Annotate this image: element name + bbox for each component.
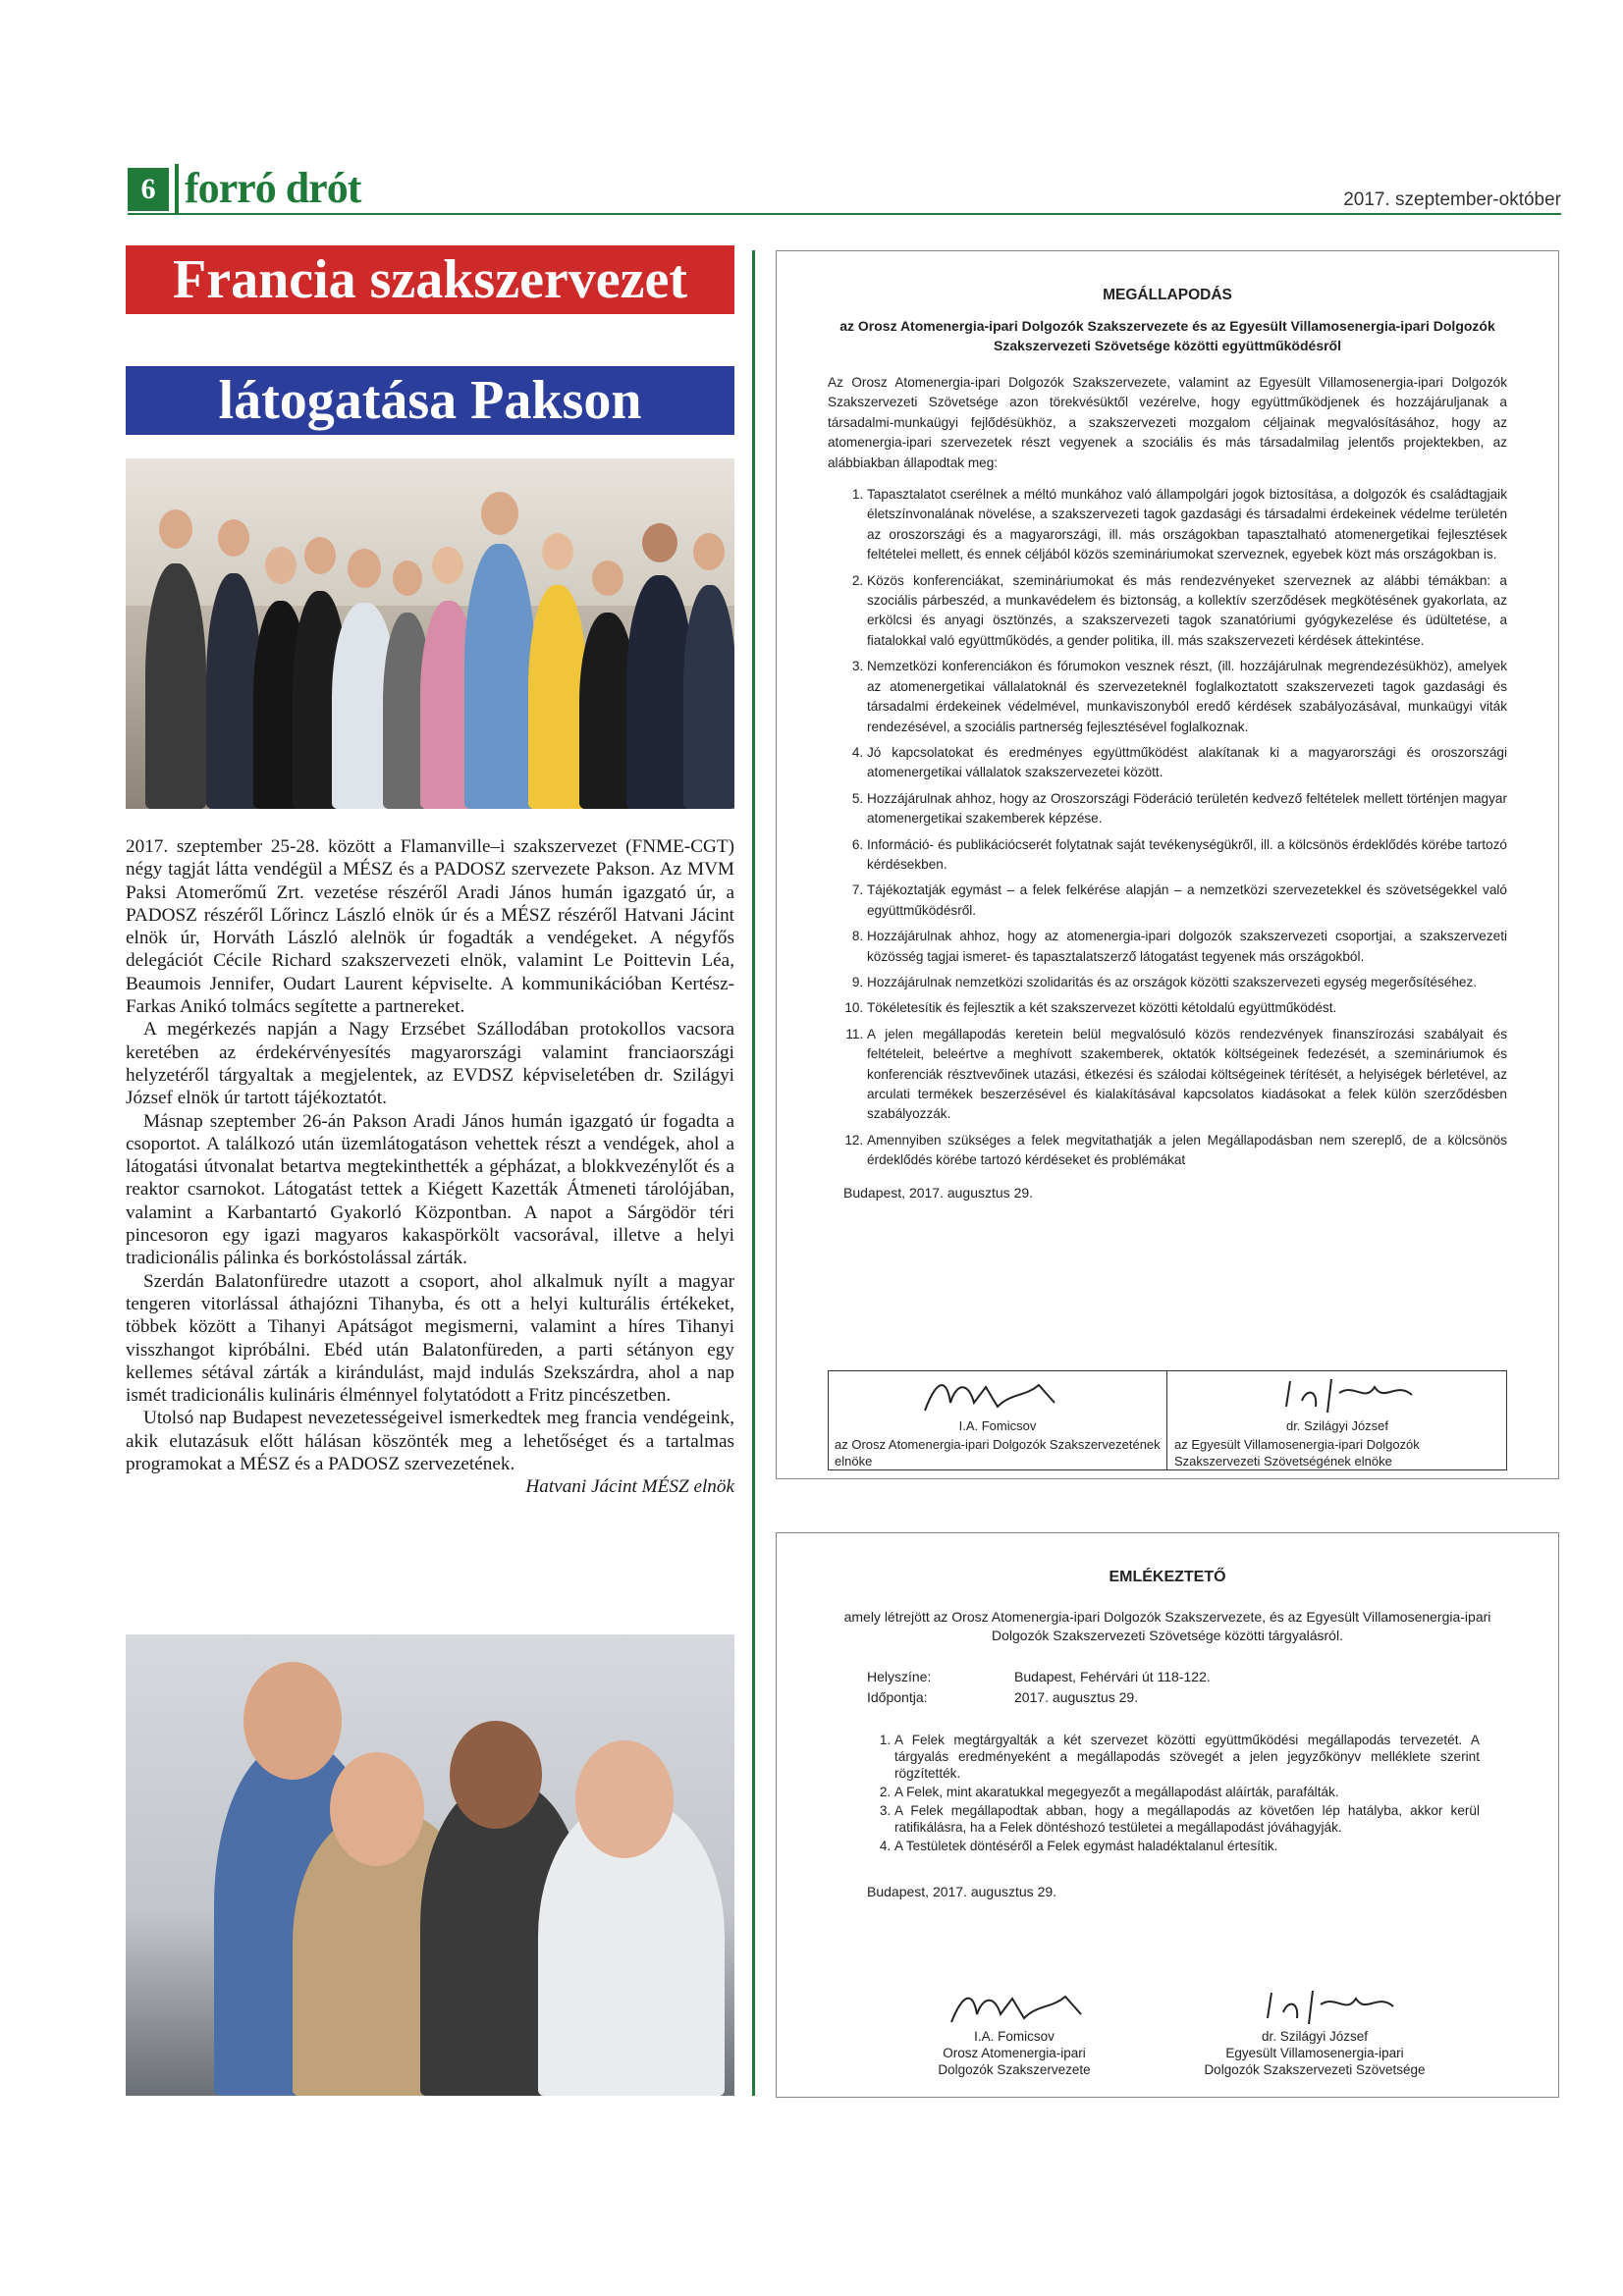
memo-signature-scribble-left: [944, 1987, 1091, 2030]
memorandum-item: 3. A Felek megállapodtak abban, hogy a megállapodás az követően lép hatályba, akkor kerül ratifikálásra, ha a Felek döntéshozó testületei a megállapodást jóváhagyják.: [894, 1802, 1480, 1836]
agreement-title: MEGÁLLAPODÁS: [1103, 287, 1232, 303]
agreement-items: [828, 485, 1507, 1171]
headline-line-2: látogatása Pakson: [126, 366, 734, 435]
location-label: Helyszíne:: [867, 1669, 932, 1684]
agreement-place-date: Budapest, 2017. augusztus 29.: [843, 1184, 1034, 1201]
signer-right-org: az Egyesült Villamosenergia-ipari Dolgozók Szakszervezeti Szövetségének elnöke: [1174, 1437, 1420, 1468]
memorandum-item: 4. A Testületek döntéséről a Felek egymást haladéktalanul értesítik.: [894, 1838, 1480, 1854]
agreement-item: 2. Közös konferenciákat, szemináriumokat és más rendezvényeket szerveznek az alábbi témákban: a szociális párbeszéd, a munkavédelem és biztonság, a kollektív szerződések megkötésének gyakorlata, az erkölcsi és anyagi ösztönzés, a szakszervezeti tagok szanatóriumi gyógykezelése és üdültetése, a fiatalokkal való együttműködés, a gender politika, ill. más szakszervezeti kérdések áttekintése.: [867, 571, 1507, 652]
signature-cell-left: [829, 1371, 1167, 1469]
article-body: [126, 835, 734, 1499]
four-people-photo: [126, 1634, 734, 2096]
agreement-item: 3. Nemzetközi konferenciákon és fórumokon vesznek részt, (ill. hozzájárulnak megrendezésükhöz), amelyek az atomenergetikai vállalatoknál és szervezeteknél foglalkoztatott szakszervezeti tagok gazdasági és társadalmi érdekeinek védelmével, munkaviszonyból eredő kérdések szabályozásával, munkaügyi viták rendezésével, a szociális partnerség fejlesztésével foglalkoznak.: [867, 657, 1507, 737]
memorandum-document: [776, 1532, 1559, 2098]
agreement-item: 8. Hozzájárulnak ahhoz, hogy az atomenergia-ipari dolgozók szakszervezeti csoportjai, a szakszervezeti közösség tagjai ismeret- és tapasztalatszerző látogatást tegyenek más országokból.: [867, 927, 1507, 967]
signature-scribble-right: [1276, 1373, 1424, 1418]
article-paragraph: Másnap szeptember 26-án Pakson Aradi János humán igazgató úr fogadta a csoportot. A találkozó után üzemlátogatáson vehettek részt a vendégek, ahol a látogatási útvonalat betartva megtekinthették a gépházat, a blokkvezénylőt és a reaktor csarnokot. Látogatást tettek a Kiégett Kazetták Átmeneti tárolójában, valamint a Karbantartó Gyakorló Központban. A napot a Sárgödör téri pincesoron egy igazi magyaros kakaspörkölt vacsorával, illetve a helyi tradicionális pálinka és borkóstolással zárták.: [126, 1110, 734, 1269]
memorandum-details: [867, 1667, 1558, 1708]
article-signature: Hatvani Jácint MÉSZ elnök: [525, 1476, 734, 1498]
signer-left-name: I.A. Fomicsov: [958, 1418, 1037, 1433]
memorandum-item: 2. A Felek, mint akaratukkal megegyezőt a megállapodást aláírták, parafálták.: [894, 1784, 1480, 1800]
agreement-item: 4. Jó kapcsolatokat és eredményes együttműködést alakítanak ki a magyarországi és oroszországi atomenergetikai vállalatok szakszervezetei között.: [867, 743, 1507, 783]
memo-signer-left-name: I.A. Fomicsov: [974, 2029, 1055, 2044]
headline-line-1: Francia szakszervezet: [126, 245, 734, 314]
agreement-subtitle: az Orosz Atomenergia-ipari Dolgozók Szakszervezete és az Egyesült Villamosenergia-ipari Dolgozók Szakszervezeti Szövetsége közötti együttműködésről: [839, 318, 1495, 353]
signer-left-org: az Orosz Atomenergia-ipari Dolgozók Szakszervezetének elnöke: [835, 1437, 1161, 1468]
agreement-item: 7. Tájékoztatják egymást – a felek felkérése alapján – a nemzetközi szervezetekkel és szövetségekkel való együttműködésről.: [867, 881, 1507, 921]
signature-scribble-left: [917, 1373, 1064, 1418]
signature-table: [828, 1370, 1507, 1470]
memo-signature-scribble-right: [1258, 1987, 1405, 2030]
memorandum-item: 1. A Felek megtárgyalták a két szervezet közötti együttműködési megállapodás tervezetét. A tárgyalás eredményeként a megállapodás szövegét a jelen jegyzőkönyv melléklete szerint rögzítették.: [894, 1732, 1480, 1782]
agreement-intro: Az Orosz Atomenergia-ipari Dolgozók Szakszervezete, valamint az Egyesült Villamosenergia-ipari Dolgozók Szakszervezeti Szövetsége azon törekvésüktől vezérelve, hogy együttműködjenek és hozzájáruljanak a társadalmi-munkaügyi fejlődésükhöz, a szakszervezeti mozgalom céljainak megvalósításához, hogy az atomenergia-ipari szervezetek részt vegyenek a szociális és más társadalmilag jelentős projektekben, az alábbiakban állapodtak meg:: [828, 375, 1507, 470]
signature-cell-right: [1168, 1371, 1506, 1469]
memo-signer-left-org-1: Orosz Atomenergia-ipari: [943, 2046, 1086, 2060]
memorandum-subtitle: amely létrejött az Orosz Atomenergia-ipari Dolgozók Szakszervezete, és az Egyesült Villamosenergia-ipari Dolgozók Szakszervezeti Szövetsége közötti tárgyalásról.: [843, 1609, 1491, 1643]
memo-signer-right-org-2: Dolgozók Szakszervezeti Szövetsége: [1204, 2062, 1426, 2077]
article-paragraph: Utolsó nap Budapest nevezetességeivel ismerkedtek meg francia vendégeink, akik elutazásuk előtt hálásan köszönték meg a lehetőséget és a tartalmas programokat a MÉSZ és a PADOSZ szervezetének.: [126, 1408, 734, 1475]
date-value: 2017. augusztus 29.: [1014, 1689, 1139, 1705]
agreement-item: 6. Információ- és publikációcserét folytatnak saját tevékenységükről, ill. a kölcsönös érdeklődés körébe tartozó kérdésekben.: [867, 835, 1507, 876]
memorandum-title: EMLÉKEZTETŐ: [1109, 1569, 1226, 1585]
agreement-item: 10. Tökéletesítik és fejlesztik a két szakszervezet közötti kétoldalú együttműködést.: [867, 998, 1507, 1018]
agreement-item: 12. Amennyiben szükséges a felek megvitathatják a jelen Megállapodásban nem szereplő, de a kölcsönös érdeklődés körébe tartozó kérdéseket és problémákat: [867, 1131, 1507, 1171]
date-label: Időpontja:: [867, 1689, 928, 1705]
memo-signer-right-org-1: Egyesült Villamosenergia-ipari: [1225, 2046, 1404, 2060]
column-separator: [752, 250, 755, 2096]
article-paragraph: A megérkezés napján a Nagy Erzsébet Szállodában protokollos vacsora keretében az érdekérvényesítés magyarországi valamint franciaországi helyzetéről tárgyaltak a megjelentek, az EVDSZ képviseletében dr. Szilágyi József elnök úr tartott tájékoztatót.: [126, 1019, 734, 1109]
header-rule: [128, 213, 1561, 215]
group-photo: [126, 458, 734, 809]
agreement-item: 1. Tapasztalatot cserélnek a méltó munkához való állampolgári jogok biztosítása, a dolgozók és családtagjaik életszínvonalának növelése, a szakszervezeti tagok gazdasági és társadalmi érdekeinek védelme területén az oroszországi és a magyarországi, ill. más országokban tapasztalható atomenergetikai fejlesztések feltételei mellett, és ennek céljából közös szemináriumokat szerveznek, egyebek közt más országokban is.: [867, 485, 1507, 565]
agreement-item: 5. Hozzájárulnak ahhoz, hogy az Oroszországi Föderáció területén kedvező feltételek mellett történjen magyar atomenergetikai szakemberek képzése.: [867, 789, 1507, 829]
issue-date: 2017. szeptember-október: [1343, 189, 1561, 210]
agreement-document: [776, 250, 1559, 1479]
article-paragraph: Szerdán Balatonfüredre utazott a csoport, ahol alkalmuk nyílt a magyar tengeren vitorlással áthajózni Tihanyba, és ott a helyi kulturális értékeket, többek között a Tihanyi Apátságot megismerni, valamint a híres Tihanyi visszhangot kipróbálni. Ebéd után Balatonfüreden, a parti sétányon egy kellemes sétával zárták a kirándulást, majd indulás Szekszárdra, ahol a nap ismét tradicionális kulináris élménnyel folytatódott a Fritz pincészetben.: [126, 1270, 734, 1407]
page-number: 6: [128, 168, 169, 211]
signer-right-name: dr. Szilágyi József: [1285, 1418, 1389, 1433]
agreement-item: 9. Hozzájárulnak nemzetközi szolidaritás és az országok közötti szakszervezeti egység megerősítéséhez.: [867, 973, 1507, 992]
memo-signer-left: [867, 2028, 1162, 2078]
agreement-item: 11. A jelen megállapodás keretein belül megvalósuló közös rendezvények finanszírozási szabályait és feltételeit, beleértve a meghívott szakemberek, oktatók költségeinek fedezését, a szemináriumok és konferenciák résztvevőinek utazási, étkezési és szálodai költségeinek térítését, a helyiségek bérletével, az arculati termékek beszerzésével és kialakításával kapcsolatos kiadásokat a felek külön szerződésben szabályozzák.: [867, 1025, 1507, 1125]
memo-signer-right: [1167, 2028, 1462, 2078]
memorandum-items: [855, 1732, 1480, 1854]
memo-signer-right-name: dr. Szilágyi József: [1261, 2029, 1369, 2044]
memorandum-place-date: Budapest, 2017. augusztus 29.: [867, 1884, 1057, 1899]
memo-signer-left-org-2: Dolgozók Szakszervezete: [938, 2062, 1091, 2077]
masthead: forró drót: [175, 164, 360, 213]
article-paragraph: 2017. szeptember 25-28. között a Flamanville–i szakszervezet (FNME-CGT) négy tagját látta vendégül a MÉSZ és a PADOSZ szervezete Pakson. Az MVM Paksi Atomerőmű Zrt. vezetése részéről Aradi János humán igazgató úr, a PADOSZ részéről Lőrincz László elnök úr és a MÉSZ részéről Hatvani Jácint elnök úr, Horváth László alelnök úr fogadták a vendégeket. A négyfős delegációt Cécile Richard szakszervezeti elnök, valamint Le Poittevin Léa, Beaumois Jennifer, Oudart Laurent képviselte. A kommunikációban Kertész-Farkas Anikó tolmács segítette a partnereket.: [126, 836, 734, 1018]
page-header: [128, 164, 1561, 217]
memorandum-signatures: [777, 1995, 1558, 2083]
location-value: Budapest, Fehérvári út 118-122.: [1014, 1669, 1211, 1684]
